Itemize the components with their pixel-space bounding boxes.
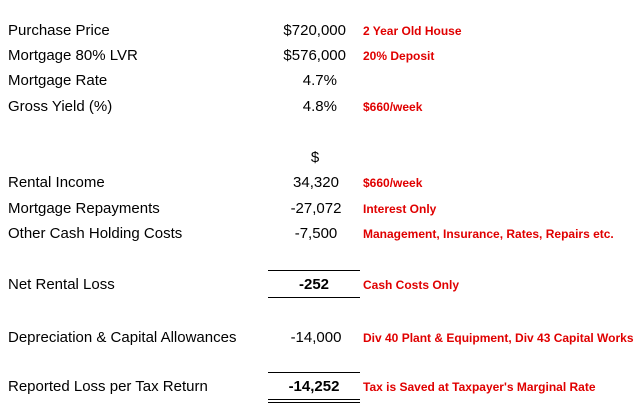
- reported-loss-double-rule-1: [268, 399, 360, 400]
- mortgage-repayments-row: [0, 198, 640, 220]
- reported-loss-note: Tax is Saved at Taxpayer's Marginal Rate: [363, 380, 596, 394]
- other-costs-row: [0, 223, 640, 245]
- currency-header: $: [310, 149, 320, 166]
- mortgage-rate-row: [0, 70, 640, 92]
- rental-income-value: 34,320: [293, 174, 339, 191]
- gross-yield-row: [0, 96, 640, 118]
- other-costs-label: Other Cash Holding Costs: [8, 225, 183, 242]
- other-costs-value: -7,500: [294, 225, 338, 242]
- other-costs-note: Management, Insurance, Rates, Repairs etc.: [363, 227, 614, 241]
- mortgage-lvr-value: $576,000: [283, 47, 346, 64]
- mortgage-lvr-label: Mortgage 80% LVR: [8, 47, 138, 64]
- rental-income-note: $660/week: [363, 176, 423, 190]
- mortgage-repayments-note: Interest Only: [363, 202, 437, 216]
- net-rental-loss-note: Cash Costs Only: [363, 278, 460, 292]
- mortgage-repayments-label: Mortgage Repayments: [8, 200, 160, 217]
- purchase-price-note: 2 Year Old House: [363, 24, 462, 38]
- reported-loss-value: -14,252: [288, 378, 340, 395]
- depreciation-note: Div 40 Plant & Equipment, Div 43 Capital Works: [363, 331, 634, 345]
- gross-yield-note: $660/week: [363, 100, 423, 114]
- currency-header-row: [0, 147, 640, 169]
- purchase-price-row: [0, 20, 640, 42]
- mortgage-rate-value: 4.7%: [302, 72, 337, 89]
- mortgage-repayments-value: -27,072: [290, 200, 342, 217]
- net-rental-loss-row: [0, 274, 640, 296]
- reported-loss-top-rule: [268, 372, 360, 373]
- purchase-price-label: Purchase Price: [8, 22, 110, 39]
- depreciation-row: [0, 327, 640, 349]
- depreciation-value: -14,000: [290, 329, 342, 346]
- net-rental-loss-value: -252: [298, 276, 330, 293]
- net-loss-bottom-rule: [268, 297, 360, 298]
- reported-loss-row: [0, 376, 640, 398]
- depreciation-label: Depreciation & Capital Allowances: [8, 329, 237, 346]
- mortgage-rate-label: Mortgage Rate: [8, 72, 108, 89]
- gross-yield-value: 4.8%: [302, 98, 337, 115]
- rental-income-label: Rental Income: [8, 174, 105, 191]
- gross-yield-label: Gross Yield (%): [8, 98, 113, 115]
- mortgage-lvr-note: 20% Deposit: [363, 49, 435, 63]
- mortgage-lvr-row: [0, 45, 640, 67]
- net-rental-loss-label: Net Rental Loss: [8, 276, 115, 293]
- rental-income-row: [0, 172, 640, 194]
- purchase-price-value: $720,000: [283, 22, 346, 39]
- net-loss-top-rule: [268, 270, 360, 271]
- reported-loss-double-rule-2: [268, 402, 360, 403]
- reported-loss-label: Reported Loss per Tax Return: [8, 378, 208, 395]
